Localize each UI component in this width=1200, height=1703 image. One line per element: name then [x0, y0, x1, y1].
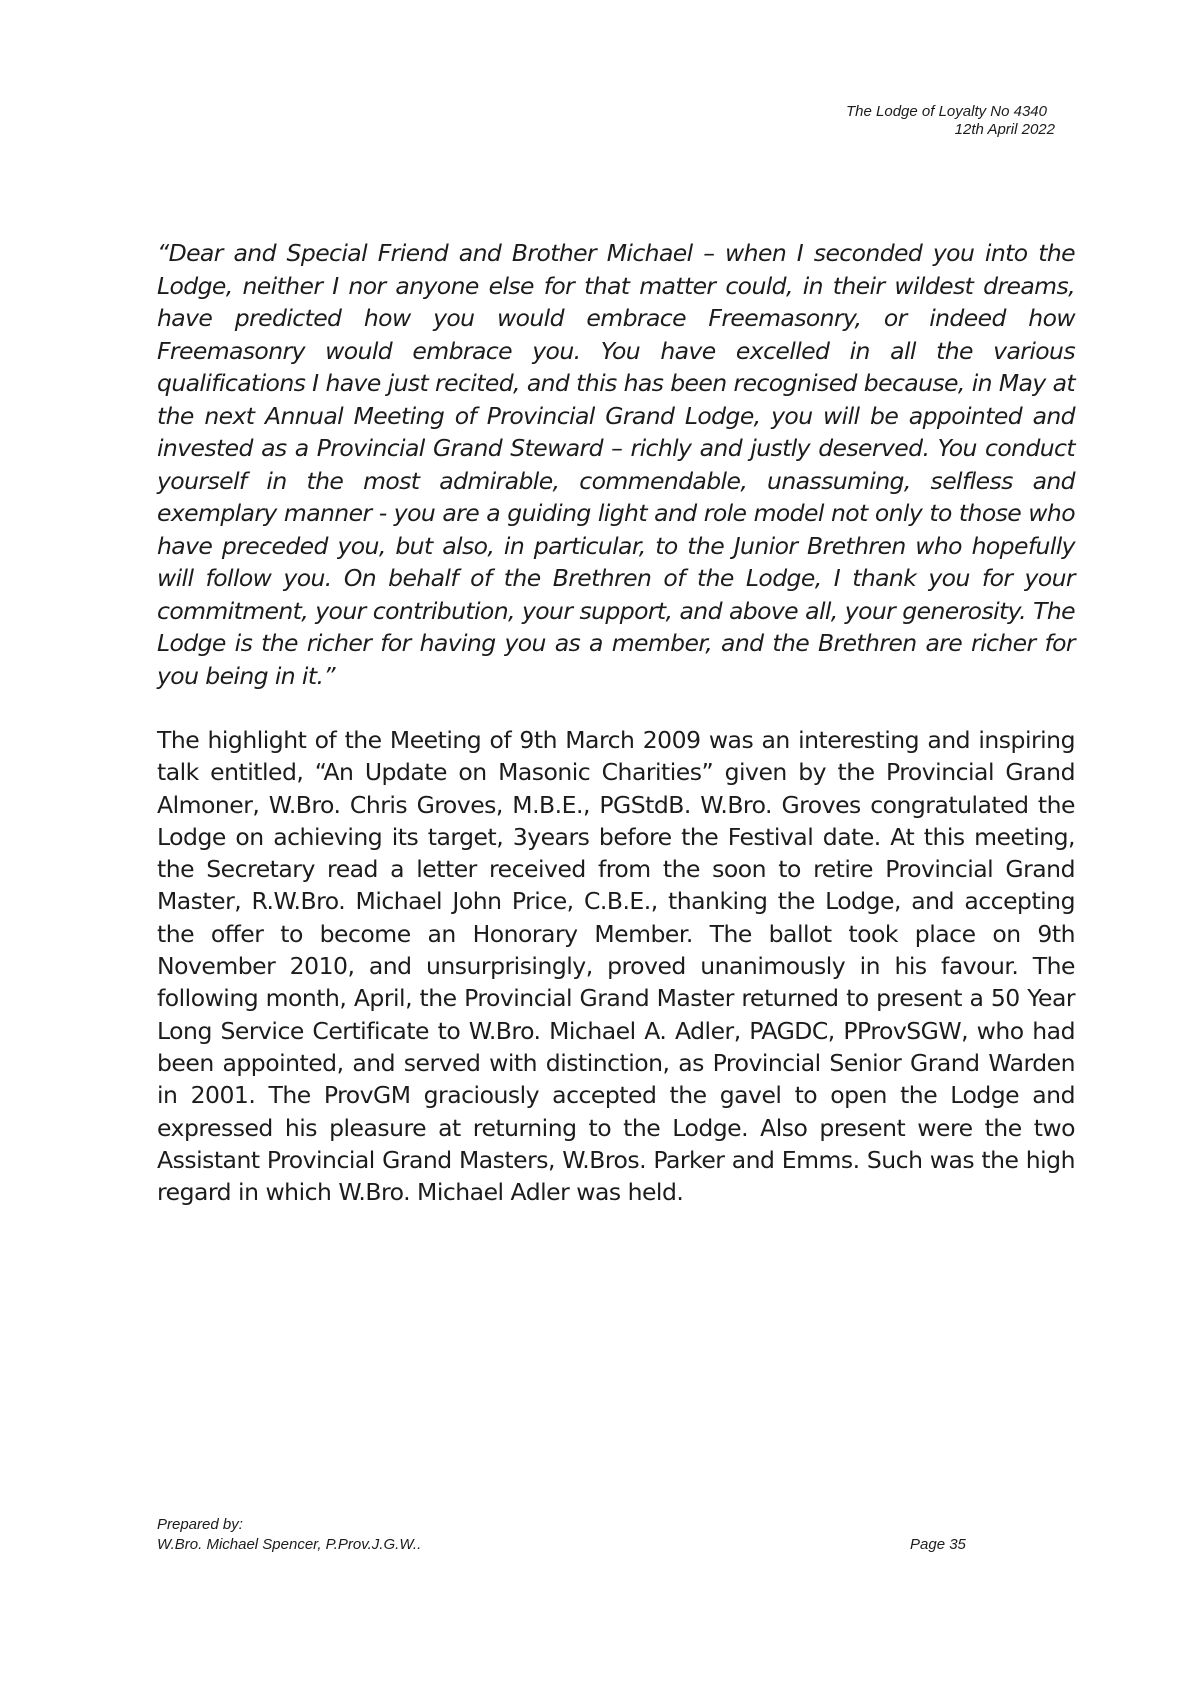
quote-paragraph: “Dear and Special Friend and Brother Michael – when I seconded you into the Lodge, neither I nor anyone else for that matter could, in their wildest dreams, have predicted how you would embrace Freemasonry, or indeed how Freemasonry would embrace you. You have excelled in all the various qualifications I have just recited, and this has been recognised because, in May at the next Annual Meeting of Provincial Grand Lodge, you will be appointed and invested as a Provincial Grand Steward – richly and justly deserved. You conduct yourself in the most admirable, commendable, unassuming, selfless and exemplary manner - you are a guiding light and role model not only to those who have preceded you, but also, in particular, to the Junior Brethren who hopefully will follow you. On behalf of the Brethren of the Lodge, I thank you for your commitment, your contribution, your support, and above all, your generosity. The Lodge is the richer for having you as a member, and the Brethren are richer for you being in it.” [157, 239, 1075, 690]
page-number: Page 35 [910, 1536, 966, 1553]
page-body [157, 237, 1075, 1208]
lodge-name: The Lodge of Loyalty No 4340 [846, 103, 1047, 120]
document-date: 12th April 2022 [954, 121, 1055, 138]
author-name: W.Bro. Michael Spencer, P.Prov.J.G.W.. [157, 1536, 422, 1553]
page-header [655, 103, 1055, 139]
footer-credit [157, 1515, 421, 1555]
history-paragraph: The highlight of the Meeting of 9th March 2009 was an interesting and inspiring talk entitled, “An Update on Masonic Charities” given by the Provincial Grand Almoner, W.Bro. Chris Groves, M.B.E., PGStdB. W.Bro. Groves congratulated the Lodge on achieving its target, 3years before the Festival date. At this meeting, the Secretary read a letter received from the soon to retire Provincial Grand Master, R.W.Bro. Michael John Price, C.B.E., thanking the Lodge, and accepting the offer to become an Honorary Member. The ballot took place on 9th November 2010, and unsurprisingly, proved unanimously in his favour. The following month, April, the Provincial Grand Master returned to present a 50 Year Long Service Certificate to W.Bro. Michael A. Adler, PAGDC, PProvSGW, who had been appointed, and served with distinction, as Provincial Senior Grand Warden in 2001. The ProvGM graciously accepted the gavel to open the Lodge and expressed his pleasure at returning to the Lodge. Also present were the two Assistant Provincial Grand Masters, W.Bros. Parker and Emms. Such was the high regard in which W.Bro. Michael Adler was held. [157, 726, 1075, 1207]
prepared-by-label: Prepared by: [157, 1516, 243, 1533]
